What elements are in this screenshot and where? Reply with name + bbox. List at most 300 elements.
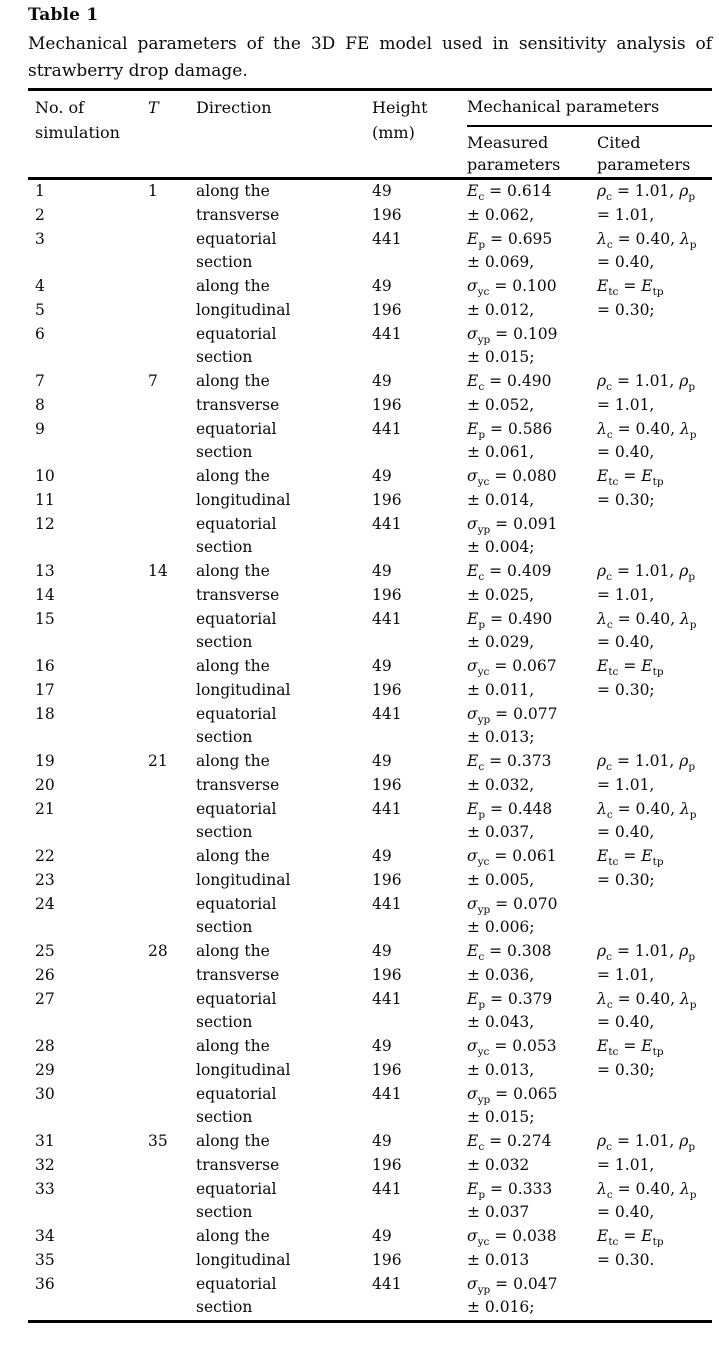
cell-cited-parameters: $\rho_c = 1.01$, $\rho_p$: [597, 372, 696, 394]
cell-simulation-no: 36: [35, 1274, 55, 1293]
cell-simulation-no: 31: [35, 1132, 55, 1150]
table-row: [28, 631, 712, 655]
cell-measured-parameters: ± 0.016;: [467, 1298, 535, 1317]
mechanical-parameters-rule: [467, 125, 712, 127]
table-row: [28, 1249, 712, 1273]
cell-cited-parameters: $E_{tc} = E_{tp}$: [597, 467, 664, 489]
cell-simulation-no: 4: [35, 277, 45, 295]
cell-cited-parameters: = 0.30;: [597, 490, 655, 509]
table-row: [28, 1059, 712, 1083]
cell-cited-parameters: = 0.40,: [597, 1013, 655, 1032]
table-row: [28, 1011, 712, 1035]
cell-simulation-no: 6: [35, 324, 45, 343]
cell-t: [148, 418, 196, 442]
table-row: [28, 726, 712, 750]
cell-height: 441: [372, 989, 402, 1008]
table-title: Table 1: [28, 5, 99, 25]
table-row: [28, 584, 712, 608]
cell-simulation-no: 25: [35, 942, 55, 960]
header-height-line1: Height: [372, 98, 428, 117]
table-row: [28, 798, 712, 822]
cell-height: 49: [372, 1227, 392, 1245]
cell-direction: section: [196, 1013, 253, 1032]
cell-measured-parameters: ± 0.005,: [467, 870, 535, 889]
cell-cited-parameters: $\lambda_c = 0.40$, $\lambda_p$: [597, 799, 697, 821]
table-row: [28, 1083, 712, 1107]
cell-simulation-no: 19: [35, 752, 55, 770]
cell-measured-parameters: $E_p = 0.379$: [467, 989, 553, 1011]
cell-cited-parameters: = 0.30;: [597, 1060, 655, 1079]
cell-direction: along the: [196, 277, 270, 295]
cell-cited-parameters: $E_{tc} = E_{tp}$: [597, 657, 664, 679]
cell-measured-parameters: $E_c = 0.490$: [467, 372, 552, 394]
cell-direction: section: [196, 253, 253, 272]
cell-cited-parameters: [597, 536, 712, 560]
cell-simulation-no: 20: [35, 775, 55, 794]
cell-height: 49: [372, 277, 392, 295]
cell-direction: section: [196, 348, 253, 367]
cell-measured-parameters: ± 0.004;: [467, 538, 535, 557]
cell-cited-parameters: [597, 1106, 712, 1130]
cell-height: [372, 916, 467, 940]
table-row: [28, 608, 712, 632]
cell-simulation-no: 30: [35, 1084, 55, 1103]
table-row: [28, 275, 712, 299]
cell-height: 49: [372, 372, 392, 390]
cell-t: [148, 964, 196, 988]
table-row: [28, 513, 712, 537]
cell-simulation-no: 35: [35, 1250, 55, 1269]
cell-t: [148, 774, 196, 798]
table-row: [28, 489, 712, 513]
cell-height: 196: [372, 300, 402, 319]
cell-simulation-no: 16: [35, 657, 55, 675]
cell-t: 14: [148, 562, 168, 580]
table-row: [28, 560, 712, 584]
table-row: [28, 323, 712, 347]
cell-measured-parameters: $\sigma_{yp} = 0.091$: [467, 514, 558, 536]
cell-direction: along the: [196, 372, 270, 390]
cell-simulation-no: [28, 251, 148, 275]
cell-measured-parameters: $E_c = 0.614$: [467, 182, 552, 204]
cell-height: 441: [372, 609, 402, 628]
cell-t: [148, 1249, 196, 1273]
cell-measured-parameters: $\sigma_{yp} = 0.070$: [467, 894, 558, 916]
cell-t: [148, 489, 196, 513]
cell-measured-parameters: ± 0.069,: [467, 253, 535, 272]
cell-t: [148, 608, 196, 632]
cell-direction: along the: [196, 752, 270, 770]
cell-measured-parameters: $\sigma_{yp} = 0.065$: [467, 1084, 558, 1106]
cell-measured-parameters: ± 0.025,: [467, 585, 535, 604]
cell-t: [148, 845, 196, 869]
table-row: [28, 1296, 712, 1320]
cell-measured-parameters: $E_p = 0.490$: [467, 609, 553, 631]
cell-cited-parameters: $E_{tc} = E_{tp}$: [597, 1037, 664, 1059]
cell-t: [148, 726, 196, 750]
cell-simulation-no: 14: [35, 585, 55, 604]
cell-height: 49: [372, 1037, 392, 1055]
cell-direction: section: [196, 1298, 253, 1317]
table-row: [28, 869, 712, 893]
cell-simulation-no: 5: [35, 300, 45, 319]
cell-height: 49: [372, 752, 392, 770]
table-row: [28, 180, 712, 204]
cell-cited-parameters: $\lambda_c = 0.40$, $\lambda_p$: [597, 229, 697, 251]
cell-cited-parameters: = 0.30;: [597, 300, 655, 319]
cell-direction: longitudinal: [196, 490, 291, 509]
cell-simulation-no: 21: [35, 799, 55, 818]
cell-t: [148, 513, 196, 537]
cell-measured-parameters: $\sigma_{yc} = 0.080$: [467, 467, 557, 489]
cell-simulation-no: 13: [35, 562, 55, 580]
cell-direction: equatorial: [196, 704, 277, 723]
cell-cited-parameters: = 1.01,: [597, 395, 655, 414]
cell-height: 196: [372, 1060, 402, 1079]
cell-cited-parameters: [597, 916, 712, 940]
cell-simulation-no: 33: [35, 1179, 55, 1198]
cell-height: [372, 441, 467, 465]
cell-direction: transverse: [196, 965, 280, 984]
cell-t: [148, 703, 196, 727]
cell-direction: equatorial: [196, 1084, 277, 1103]
cell-simulation-no: 10: [35, 467, 55, 485]
cell-direction: section: [196, 823, 253, 842]
cell-height: [372, 1106, 467, 1130]
header-height: [372, 95, 467, 177]
cell-simulation-no: 29: [35, 1060, 55, 1079]
header-no-of-simulation-line1: No. of: [35, 98, 85, 117]
cell-direction: section: [196, 918, 253, 937]
cell-cited-parameters: = 0.40,: [597, 443, 655, 462]
cell-direction: section: [196, 538, 253, 557]
cell-measured-parameters: $\sigma_{yp} = 0.109$: [467, 324, 558, 346]
cell-t: [148, 1154, 196, 1178]
cell-direction: equatorial: [196, 419, 277, 438]
cell-cited-parameters: = 0.40,: [597, 823, 655, 842]
cell-measured-parameters: ± 0.013: [467, 1250, 530, 1269]
cell-measured-parameters: ± 0.011,: [467, 680, 535, 699]
header-measured-line2: parameters: [467, 155, 561, 174]
cell-measured-parameters: ± 0.013;: [467, 728, 535, 747]
cell-measured-parameters: ± 0.014,: [467, 490, 535, 509]
cell-height: 196: [372, 965, 402, 984]
cell-cited-parameters: = 0.30.: [597, 1250, 655, 1269]
cell-direction: along the: [196, 657, 270, 675]
cell-simulation-no: 27: [35, 989, 55, 1008]
cell-simulation-no: [28, 441, 148, 465]
cell-cited-parameters: = 1.01,: [597, 775, 655, 794]
cell-measured-parameters: ± 0.015;: [467, 348, 535, 367]
table-row: [28, 418, 712, 442]
table-row: [28, 1273, 712, 1297]
cell-direction: section: [196, 633, 253, 652]
cell-height: 196: [372, 775, 402, 794]
cell-t: [148, 584, 196, 608]
cell-measured-parameters: $E_p = 0.586$: [467, 419, 553, 441]
cell-simulation-no: [28, 346, 148, 370]
table-row: [28, 916, 712, 940]
cell-simulation-no: [28, 1296, 148, 1320]
header-mech-subcolumns: [467, 132, 712, 176]
cell-direction: along the: [196, 1227, 270, 1245]
cell-measured-parameters: ± 0.052,: [467, 395, 535, 414]
cell-direction: along the: [196, 182, 270, 200]
cell-direction: longitudinal: [196, 1250, 291, 1269]
cell-simulation-no: 1: [35, 182, 45, 200]
cell-direction: transverse: [196, 775, 280, 794]
cell-measured-parameters: $\sigma_{yp} = 0.047$: [467, 1274, 558, 1296]
cell-cited-parameters: [597, 323, 712, 347]
cell-simulation-no: 11: [35, 490, 55, 509]
cell-cited-parameters: [597, 1083, 712, 1107]
table-row: [28, 370, 712, 394]
cell-t: 35: [148, 1132, 168, 1150]
cell-cited-parameters: = 1.01,: [597, 965, 655, 984]
cell-height: 196: [372, 1250, 402, 1269]
cell-measured-parameters: $E_c = 0.373$: [467, 752, 552, 774]
header-mechanical-parameters: [467, 95, 712, 177]
cell-height: [372, 821, 467, 845]
cell-t: [148, 869, 196, 893]
cell-direction: along the: [196, 1132, 270, 1150]
cell-direction: equatorial: [196, 324, 277, 343]
cell-height: [372, 631, 467, 655]
cell-t: [148, 1273, 196, 1297]
cell-measured-parameters: ± 0.032: [467, 1155, 530, 1174]
cell-direction: along the: [196, 1037, 270, 1055]
cell-cited-parameters: = 0.30;: [597, 680, 655, 699]
cell-direction: equatorial: [196, 1274, 277, 1293]
table-body: [28, 180, 712, 1323]
cell-t: [148, 655, 196, 679]
cell-height: 441: [372, 1179, 402, 1198]
cell-height: [372, 726, 467, 750]
cell-height: 441: [372, 514, 402, 533]
header-mechanical-parameters-label: Mechanical parameters: [467, 97, 660, 116]
cell-height: [372, 251, 467, 275]
cell-t: 28: [148, 942, 168, 960]
cell-height: 49: [372, 942, 392, 960]
cell-simulation-no: 2: [35, 205, 45, 224]
cell-simulation-no: [28, 631, 148, 655]
cell-simulation-no: [28, 536, 148, 560]
cell-direction: equatorial: [196, 799, 277, 818]
cell-t: [148, 536, 196, 560]
cell-simulation-no: 22: [35, 847, 55, 865]
table-row: [28, 988, 712, 1012]
table-row: [28, 465, 712, 489]
cell-cited-parameters: [597, 1273, 712, 1297]
cell-height: 441: [372, 1084, 402, 1103]
cell-height: 441: [372, 229, 402, 248]
cell-simulation-no: [28, 1106, 148, 1130]
cell-measured-parameters: ± 0.012,: [467, 300, 535, 319]
cell-cited-parameters: $\rho_c = 1.01$, $\rho_p$: [597, 182, 696, 204]
cell-cited-parameters: $\rho_c = 1.01$, $\rho_p$: [597, 1132, 696, 1154]
cell-simulation-no: 34: [35, 1227, 55, 1245]
cell-direction: equatorial: [196, 514, 277, 533]
cell-t: [148, 204, 196, 228]
cell-simulation-no: 23: [35, 870, 55, 889]
cell-direction: longitudinal: [196, 300, 291, 319]
cell-direction: equatorial: [196, 1179, 277, 1198]
cell-simulation-no: 28: [35, 1037, 55, 1055]
cell-cited-parameters: [597, 703, 712, 727]
cell-cited-parameters: $\lambda_c = 0.40$, $\lambda_p$: [597, 419, 697, 441]
table-row: [28, 893, 712, 917]
cell-t: [148, 465, 196, 489]
cell-height: 196: [372, 680, 402, 699]
cell-measured-parameters: $E_c = 0.308$: [467, 942, 552, 964]
cell-height: 196: [372, 870, 402, 889]
table-row: [28, 299, 712, 323]
header-cited-line1: Cited: [597, 133, 641, 152]
table-row: [28, 251, 712, 275]
cell-height: [372, 1201, 467, 1225]
cell-measured-parameters: ± 0.006;: [467, 918, 535, 937]
cell-direction: longitudinal: [196, 1060, 291, 1079]
cell-measured-parameters: $\sigma_{yc} = 0.061$: [467, 847, 557, 869]
cell-measured-parameters: ± 0.037,: [467, 823, 535, 842]
cell-simulation-no: [28, 1201, 148, 1225]
table-row: [28, 441, 712, 465]
cell-direction: along the: [196, 467, 270, 485]
cell-direction: along the: [196, 562, 270, 580]
cell-t: [148, 798, 196, 822]
cell-direction: transverse: [196, 205, 280, 224]
cell-measured-parameters: $\sigma_{yc} = 0.053$: [467, 1037, 557, 1059]
header-no-of-simulation-line2: simulation: [35, 123, 120, 142]
table-row: [28, 845, 712, 869]
cell-t: [148, 1296, 196, 1320]
cell-cited-parameters: $\lambda_c = 0.40$, $\lambda_p$: [597, 989, 697, 1011]
header-measured-line1: Measured: [467, 133, 549, 152]
cell-simulation-no: [28, 1011, 148, 1035]
cell-t: [148, 631, 196, 655]
cell-height: 441: [372, 1274, 402, 1293]
cell-measured-parameters: $E_p = 0.695$: [467, 229, 553, 251]
table-row: [28, 536, 712, 560]
cell-direction: along the: [196, 942, 270, 960]
cell-t: [148, 299, 196, 323]
table-row: [28, 774, 712, 798]
table-row: [28, 1154, 712, 1178]
table-caption-line2: strawberry drop damage.: [28, 61, 248, 81]
cell-height: 49: [372, 1132, 392, 1150]
header-no-of-simulation: [28, 95, 148, 177]
cell-direction: along the: [196, 847, 270, 865]
cell-simulation-no: 7: [35, 372, 45, 390]
cell-measured-parameters: $\sigma_{yc} = 0.067$: [467, 657, 557, 679]
cell-simulation-no: 12: [35, 514, 55, 533]
cell-cited-parameters: [597, 346, 712, 370]
cell-direction: equatorial: [196, 609, 277, 628]
cell-measured-parameters: ± 0.037: [467, 1203, 530, 1222]
cell-simulation-no: 26: [35, 965, 55, 984]
table-row: [28, 346, 712, 370]
cell-direction: equatorial: [196, 894, 277, 913]
table-caption-line1: Mechanical parameters of the 3D FE model used in sensitivity analysis of: [28, 34, 712, 54]
cell-t: 21: [148, 752, 168, 770]
table-row: [28, 750, 712, 774]
cell-simulation-no: 8: [35, 395, 45, 414]
cell-measured-parameters: $\sigma_{yp} = 0.077$: [467, 704, 558, 726]
table-row: [28, 1106, 712, 1130]
cell-measured-parameters: ± 0.013,: [467, 1060, 535, 1079]
cell-cited-parameters: $\lambda_c = 0.40$, $\lambda_p$: [597, 1179, 697, 1201]
cell-height: 196: [372, 395, 402, 414]
cell-cited-parameters: = 0.40,: [597, 1203, 655, 1222]
cell-simulation-no: 15: [35, 609, 55, 628]
cell-height: 441: [372, 419, 402, 438]
cell-direction: section: [196, 1203, 253, 1222]
cell-height: 196: [372, 490, 402, 509]
cell-cited-parameters: $E_{tc} = E_{tp}$: [597, 1227, 664, 1249]
cell-simulation-no: [28, 916, 148, 940]
cell-t: 1: [148, 182, 158, 200]
cell-t: [148, 228, 196, 252]
cell-direction: longitudinal: [196, 870, 291, 889]
header-direction: Direction: [196, 98, 272, 117]
table-row: [28, 679, 712, 703]
cell-measured-parameters: ± 0.043,: [467, 1013, 535, 1032]
cell-cited-parameters: [597, 893, 712, 917]
cell-height: 196: [372, 585, 402, 604]
cell-simulation-no: 3: [35, 229, 45, 248]
cell-measured-parameters: $E_c = 0.274$: [467, 1132, 552, 1154]
cell-height: [372, 1011, 467, 1035]
cell-measured-parameters: ± 0.062,: [467, 205, 535, 224]
cell-cited-parameters: = 1.01,: [597, 1155, 655, 1174]
table-row: [28, 940, 712, 964]
cell-height: [372, 536, 467, 560]
table-caption: [28, 31, 712, 85]
table-row: [28, 703, 712, 727]
cell-cited-parameters: = 0.40,: [597, 633, 655, 652]
cell-measured-parameters: $E_p = 0.448$: [467, 799, 553, 821]
cell-direction: equatorial: [196, 989, 277, 1008]
cell-t: [148, 1201, 196, 1225]
header-t: T: [148, 98, 159, 117]
cell-t: [148, 1225, 196, 1249]
cell-direction: equatorial: [196, 229, 277, 248]
cell-measured-parameters: ± 0.036,: [467, 965, 535, 984]
cell-height: 196: [372, 1155, 402, 1174]
header-cited-parameters: [597, 132, 712, 176]
cell-t: [148, 821, 196, 845]
cell-cited-parameters: = 1.01,: [597, 585, 655, 604]
cell-measured-parameters: ± 0.029,: [467, 633, 535, 652]
cell-t: [148, 394, 196, 418]
cell-t: [148, 346, 196, 370]
table-row: [28, 1201, 712, 1225]
cell-t: [148, 1178, 196, 1202]
cell-cited-parameters: $E_{tc} = E_{tp}$: [597, 277, 664, 299]
cell-height: 441: [372, 704, 402, 723]
header-measured-parameters: [467, 132, 597, 176]
cell-measured-parameters: ± 0.015;: [467, 1108, 535, 1127]
cell-t: [148, 1083, 196, 1107]
table-row: [28, 821, 712, 845]
header-cited-line2: parameters: [597, 155, 691, 174]
cell-simulation-no: 17: [35, 680, 55, 699]
table-row: [28, 204, 712, 228]
cell-t: [148, 893, 196, 917]
table-row: [28, 1035, 712, 1059]
cell-t: [148, 323, 196, 347]
cell-height: 49: [372, 562, 392, 580]
